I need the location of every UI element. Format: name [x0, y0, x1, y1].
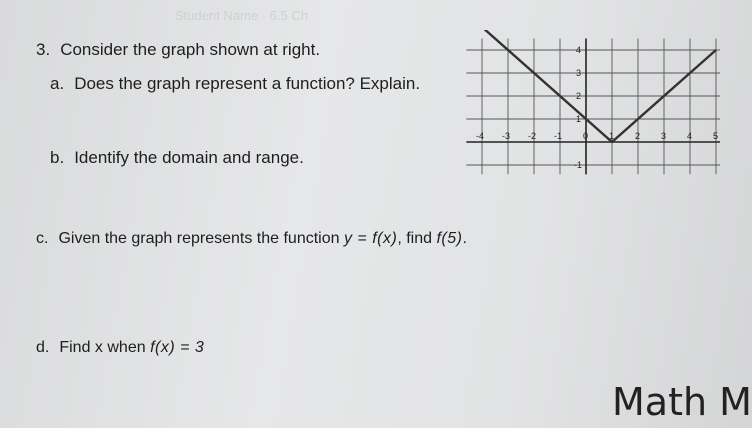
x-tick-label: 0	[583, 131, 589, 141]
part-a-label: a.	[50, 74, 65, 93]
graph-grid	[466, 39, 720, 175]
x-tick-label: 2	[635, 131, 641, 141]
part-a	[50, 74, 420, 94]
part-c-text-after: , find	[397, 230, 432, 247]
part-d	[36, 339, 204, 357]
y-tick-label: 3	[576, 68, 582, 78]
part-c-end: .	[462, 230, 467, 247]
part-d-text: Find x when	[59, 339, 146, 356]
x-tick-label: 4	[687, 131, 693, 141]
part-d-equation: f(x) = 3	[150, 339, 205, 356]
part-b-label: b.	[50, 148, 65, 167]
part-c-target: f(5)	[436, 230, 463, 247]
part-c-equation: y = f(x)	[343, 230, 398, 247]
y-tick-label: 2	[576, 91, 582, 101]
x-tick-label: 3	[661, 131, 667, 141]
graph-axes	[466, 39, 720, 175]
x-tick-label: 1	[609, 131, 615, 141]
x-tick-label: -1	[554, 131, 563, 141]
problem-number: 3.	[36, 40, 51, 59]
x-tick-label: -2	[528, 131, 537, 141]
x-tick-label: -3	[502, 131, 511, 141]
part-b	[50, 148, 304, 168]
function-line	[482, 30, 719, 142]
problem-3-prompt	[36, 40, 320, 60]
y-tick-label: 1	[576, 114, 582, 124]
part-a-text: Does the graph represent a function? Explain.	[74, 74, 421, 93]
part-b-text: Identify the domain and range.	[74, 148, 304, 167]
part-d-label: d.	[36, 339, 50, 356]
part-c-label: c.	[36, 230, 49, 247]
faded-header-text: Student Name · 6.5 Ch	[175, 8, 308, 23]
x-tick-label: 5	[713, 131, 719, 141]
part-c	[36, 230, 467, 248]
function-graph	[440, 30, 720, 190]
x-tick-labels	[476, 131, 718, 141]
x-tick-label: -4	[476, 131, 485, 141]
y-tick-labels	[574, 45, 582, 170]
prompt-text: Consider the graph shown at right.	[60, 40, 321, 59]
y-tick-label: 4	[576, 45, 582, 55]
brand-text: Math M	[612, 380, 752, 424]
y-tick-label: -1	[574, 160, 583, 170]
part-c-text: Given the graph represents the function	[58, 230, 340, 247]
